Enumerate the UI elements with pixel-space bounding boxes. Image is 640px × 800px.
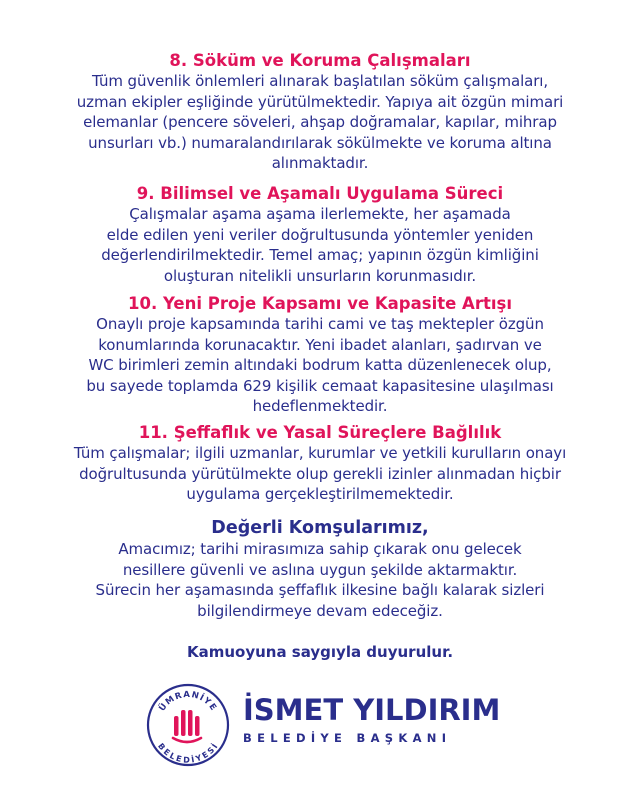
body-line: nesillere güvenli ve aslına uygun şekilde aktarmaktır.: [122, 560, 518, 579]
body-line: WC birimleri zemin altındaki bodrum katta düzenlenecek olup,: [88, 356, 552, 374]
body-line: konumlarında korunacaktır. Yeni ibadet alanları, şadırvan ve: [98, 335, 542, 354]
body-line: Sürecin her aşamasında şeffaflık ilkesine bağlı kalarak sizleri: [95, 581, 545, 599]
mayor-title: BELEDİYE BAŞKANI: [243, 731, 452, 745]
body-line: Çalışmalar aşama aşama ilerlemekte, her aşamada: [129, 205, 511, 223]
closing-text: Kamuoyuna saygıyla duyurulur.: [186, 643, 454, 661]
umraniye-municipality-logo: [146, 683, 230, 767]
body-line: unsurları vb.) numaralandırılarak sökülmekte ve koruma altına: [88, 133, 552, 152]
body-line: Tüm çalışmalar; ilgili uzmanlar, kurumlar ve yetkili kurulların onayı: [73, 444, 567, 462]
body-line: bilgilendirmeye devam edeceğiz.: [197, 601, 443, 620]
greeting-body: [40, 539, 600, 621]
svg-text:BELEDİYESİ: [156, 741, 220, 765]
section-heading: 9. Bilimsel ve Aşamalı Uygulama Süreci: [136, 184, 504, 203]
logo-ring-bottom: BELEDİYESİ: [156, 741, 221, 765]
body-line: alınmaktadır.: [271, 154, 369, 172]
section-heading: 8. Söküm ve Koruma Çalışmaları: [169, 51, 471, 70]
section-11: [40, 422, 600, 505]
section-body: [40, 443, 600, 505]
section-8: [40, 50, 600, 174]
section-9: [40, 183, 600, 286]
body-line: Tüm güvenlik önlemleri alınarak başlatılan söküm çalışmaları,: [91, 72, 549, 90]
body-line: hedeflenmektedir.: [252, 397, 388, 415]
svg-text:ÜMRANİYE: [157, 690, 219, 714]
section-heading: 10. Yeni Proje Kapsamı ve Kapasite Artışı: [128, 294, 512, 313]
body-line: elemanlar (pencere söveleri, ahşap doğramalar, kapılar, mihrap: [83, 113, 557, 131]
body-line: elde edilen yeni veriler doğrultusunda yöntemler yeniden: [106, 225, 534, 244]
greeting-section: [40, 517, 600, 621]
body-line: uzman ekipler eşliğinde yürütülmektedir. Yapıya ait özgün mimari: [76, 92, 564, 111]
body-line: Onaylı proje kapsamında tarihi cami ve taş mektepler özgün: [96, 315, 544, 333]
closing-section: [40, 643, 600, 661]
body-line: oluşturan nitelikli unsurların korunmasıdır.: [163, 266, 477, 285]
section-body: [40, 204, 600, 286]
section-body: [40, 314, 600, 417]
section-body: [40, 71, 600, 174]
body-line: doğrultusunda yürütülmekte olup gerekli izinler alınmadan hiçbir: [79, 464, 561, 483]
section-heading: 11. Şeffaflık ve Yasal Süreçlere Bağlılık: [138, 423, 502, 442]
greeting-title: Değerli Komşularımız,: [211, 518, 429, 538]
body-line: uygulama gerçekleştirilmemektedir.: [186, 485, 454, 503]
mayor-name: İSMET YILDIRIM: [243, 693, 501, 727]
logo-ring-top: ÜMRANİYE: [157, 689, 219, 714]
signature-block: [243, 694, 513, 746]
section-10: [40, 293, 600, 417]
body-line: Amacımız; tarihi mirasımıza sahip çıkarak onu gelecek: [118, 540, 522, 558]
municipality-seal-icon: [146, 683, 230, 767]
body-line: bu sayede toplamda 629 kişilik cemaat kapasitesine ulaşılması: [86, 376, 554, 395]
body-line: değerlendirilmektedir. Temel amaç; yapının özgün kimliğini: [101, 246, 539, 264]
